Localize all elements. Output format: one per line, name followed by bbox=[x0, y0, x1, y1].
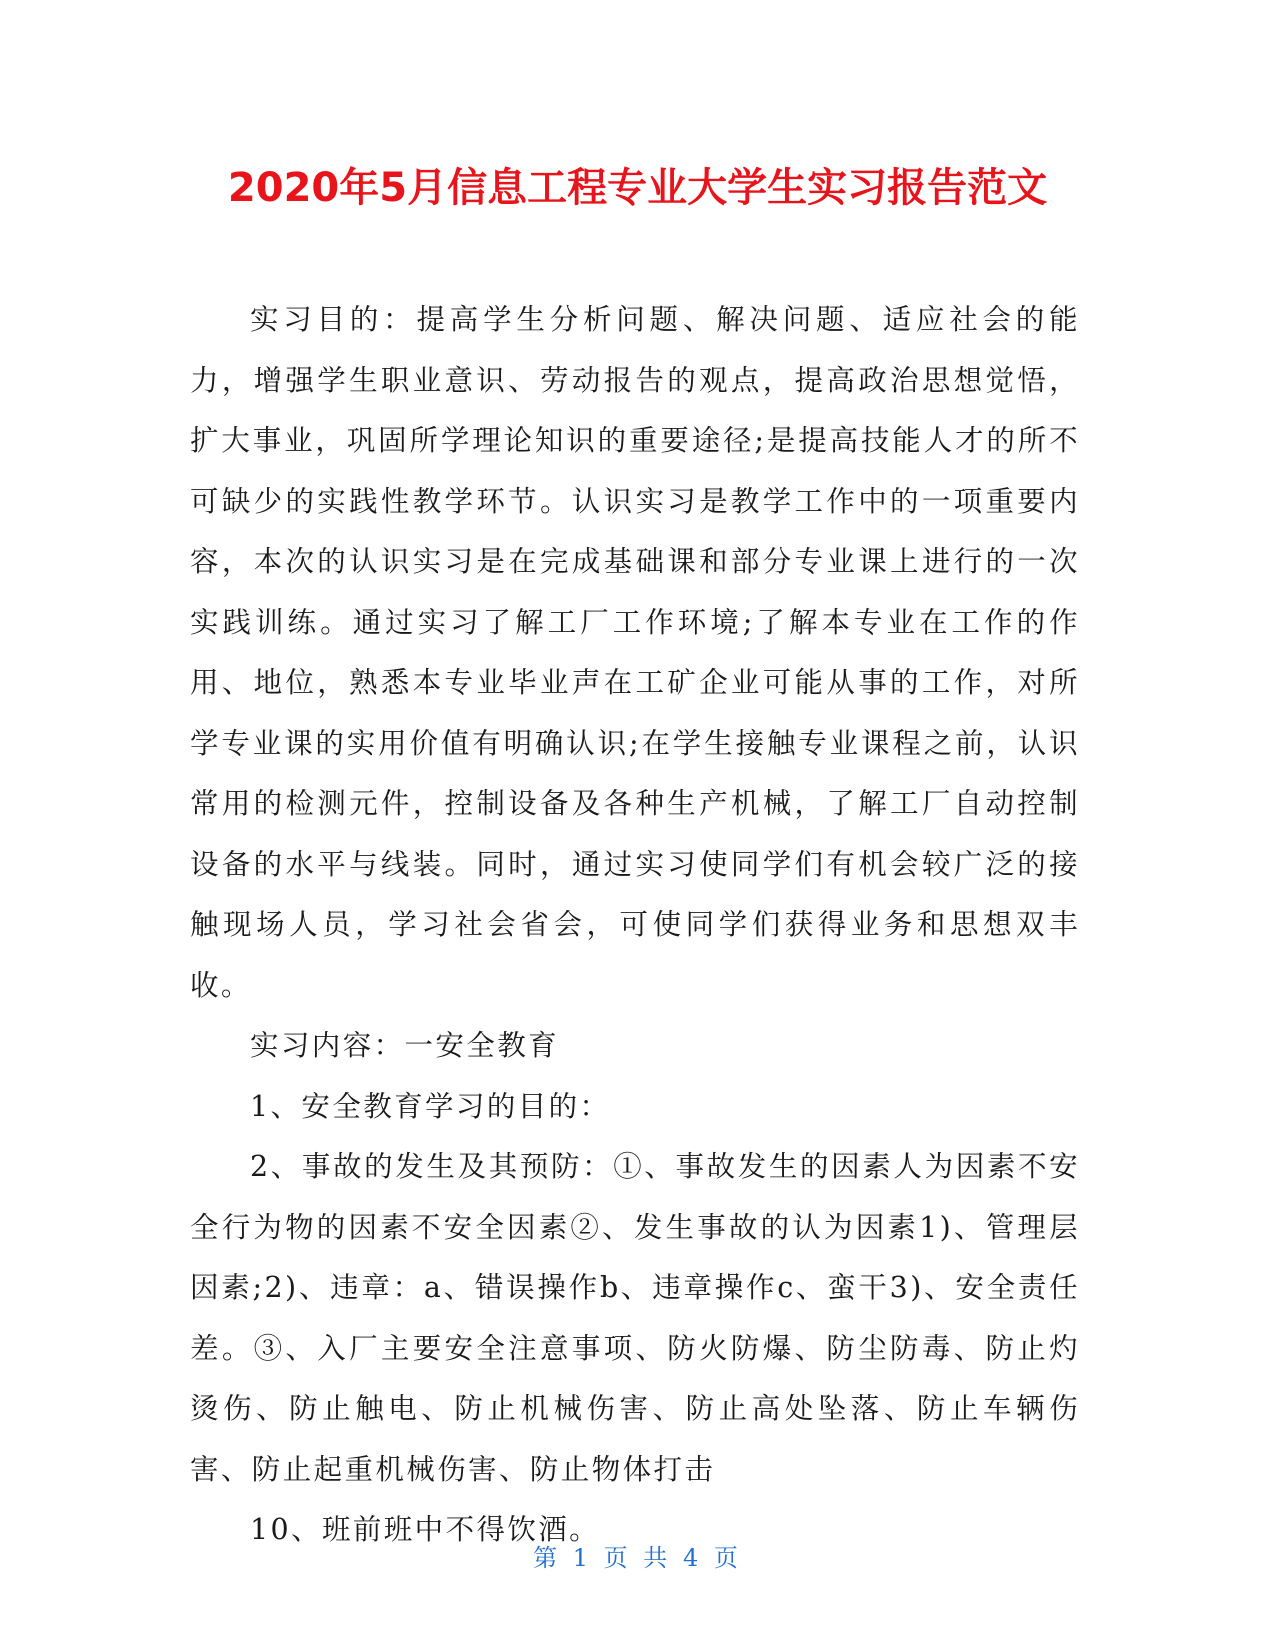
paragraph-item-1: 1、安全教育学习的目的： bbox=[250, 1089, 611, 1123]
paragraph-item-2: 2、事故的发生及其预防：①、事故发生的因素人为因素不安全行为物的因素不安全因素②、发生事故的认为因素1)、管理层因素;2)、违章：a、错误操作b、违章操作c、蛮干3)、安全责任差。③、入厂主要安全注意事项、防火防爆、防尘防毒、防止灼烫伤、防止触电、防止机械伤害、防止高处坠落、防止车辆伤害、防止起重机械伤害、防止物体打击 bbox=[190, 1150, 1080, 1486]
paragraph-purpose: 实习目的：提高学生分析问题、解决问题、适应社会的能力，增强学生职业意识、劳动报告的观点，提高政治思想觉悟，扩大事业，巩固所学理论知识的重要途径;是提高技能人才的所不可缺少的实践性教学环节。认识实习是教学工作中的一项重要内容，本次的认识实习是在完成基础课和部分专业课上进行的一次实践训练。通过实习了解工厂工作环境;了解本专业在工作的作用、地位，熟悉本专业毕业声在工矿企业可能从事的工作，对所学专业课的实用价值有明确认识;在学生接触专业课程之前，认识常用的检测元件，控制设备及各种生产机械，了解工厂自动控制设备的水平与线装。同时，通过实习使同学们有机会较广泛的接触现场人员，学习社会省会，可使同学们获得业务和思想双丰收。 bbox=[190, 303, 1080, 1002]
paragraph-content-heading: 实习内容：一安全教育 bbox=[250, 1029, 560, 1062]
page-number-footer: 第 1 页 共 4 页 bbox=[533, 1544, 742, 1572]
document-title: 2020年5月信息工程专业大学生实习报告范文 bbox=[227, 165, 1048, 211]
document-body bbox=[190, 290, 1080, 1561]
paragraph-item-10: 10、班前班中不得饮酒。 bbox=[250, 1513, 601, 1546]
